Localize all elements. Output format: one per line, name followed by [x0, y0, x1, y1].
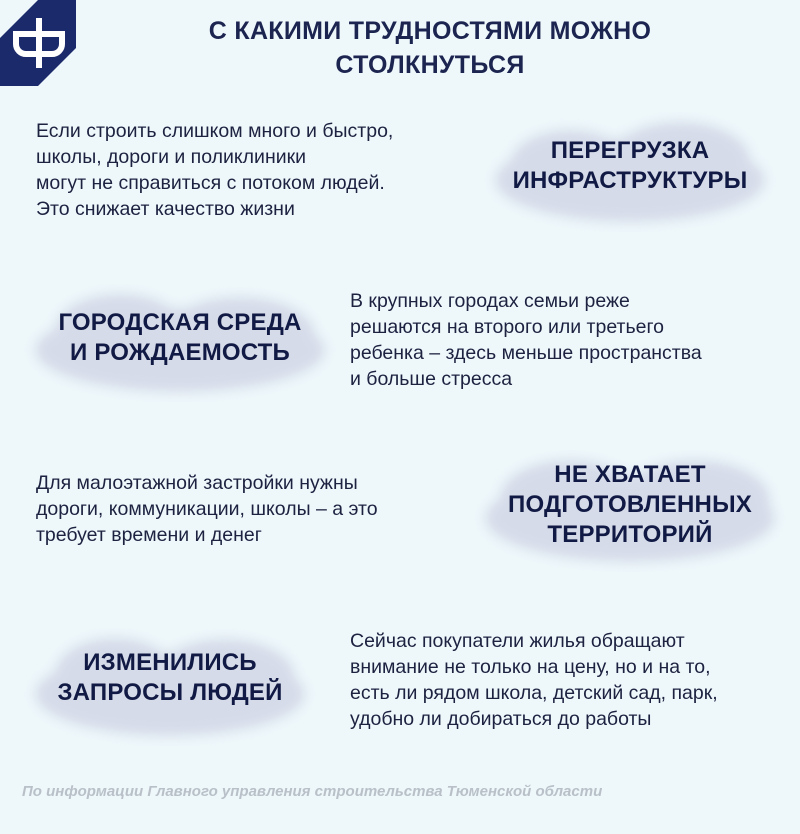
text-line: и больше стресса [350, 368, 513, 390]
heading-line: ПОДГОТОВЛЕННЫХ [508, 491, 752, 518]
text-line: удобно ли добираться до работы [350, 708, 652, 730]
cloud-heading [20, 648, 320, 708]
text-line: Для малоэтажной застройки нужны [36, 472, 358, 494]
text-line: дороги, коммуникации, школы – а это [36, 498, 378, 520]
cloud-heading [20, 308, 340, 368]
ф-logo-icon [0, 0, 76, 86]
cloud-heading [480, 136, 780, 196]
text-line: требует времени и денег [36, 524, 262, 546]
text-line: В крупных городах семьи реже [350, 290, 630, 312]
source-note: По информации Главного управления строительства Тюменской области [22, 783, 603, 800]
heading-line: НЕ ХВАТАЕТ [554, 461, 706, 488]
requests-description [350, 628, 718, 732]
text-line: ребенка – здесь меньше пространства [350, 342, 702, 364]
infrastructure-description [36, 118, 393, 222]
urban-description [350, 288, 702, 392]
heading-line: И РОЖДАЕМОСТЬ [70, 339, 290, 366]
heading-line: ПЕРЕГРУЗКА [550, 137, 710, 164]
cloud-infrastructure [480, 110, 780, 240]
text-line: внимание не только на цену, но и на то, [350, 656, 711, 678]
text-line: решаются на второго или третьего [350, 316, 664, 338]
text-line: школы, дороги и поликлиники [36, 146, 307, 168]
heading-line: ЗАПРОСЫ ЛЮДЕЙ [57, 679, 283, 706]
page-title [130, 14, 730, 82]
text-line: есть ли рядом школа, детский сад, парк, [350, 682, 718, 704]
text-line: Если строить слишком много и быстро, [36, 120, 394, 142]
cloud-people-requests [20, 622, 320, 752]
text-line: Это снижает качество жизни [36, 198, 295, 220]
heading-line: ИНФРАСТРУКТУРЫ [512, 167, 748, 194]
text-line: Сейчас покупатели жилья обращают [350, 630, 685, 652]
cloud-heading [470, 460, 790, 550]
heading-line: ТЕРРИТОРИЙ [547, 521, 713, 548]
text-line: могут не справиться с потоком людей. [36, 172, 385, 194]
cloud-urban-environment [20, 280, 340, 410]
title-line-2: СТОЛКНУТЬСЯ [335, 51, 525, 79]
cloud-territories [470, 448, 790, 578]
heading-line: ГОРОДСКАЯ СРЕДА [58, 309, 302, 336]
territory-description [36, 470, 378, 548]
heading-line: ИЗМЕНИЛИСЬ [83, 649, 257, 676]
title-line-1: С КАКИМИ ТРУДНОСТЯМИ МОЖНО [208, 17, 652, 45]
